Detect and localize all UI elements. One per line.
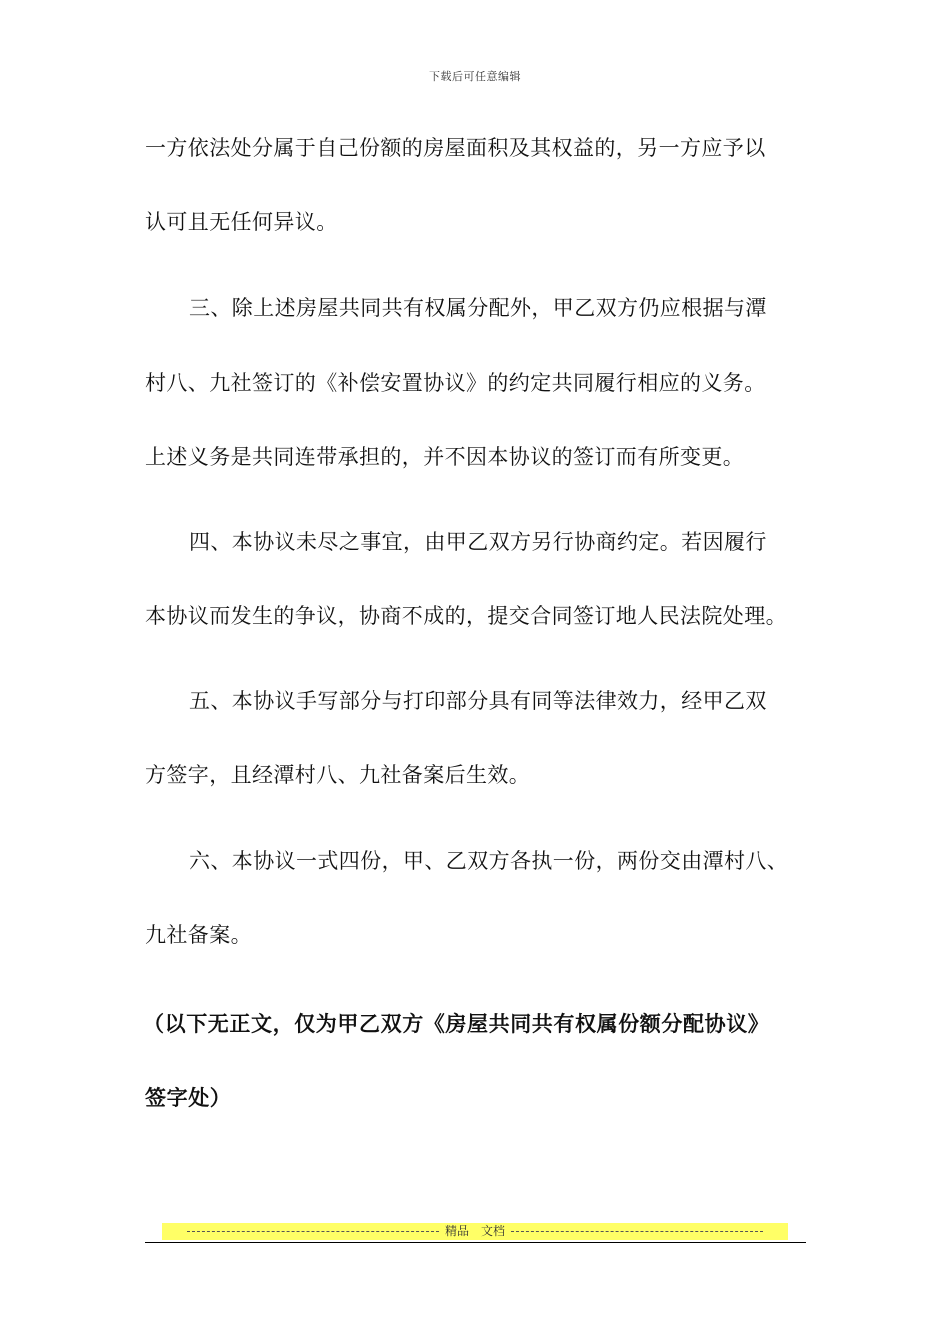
paragraph-line: 认可且无任何异议。 — [145, 210, 338, 234]
footer-highlight-bar — [162, 1223, 788, 1240]
clause-six-line: 六、本协议一式四份，甲、乙双方各执一份，两份交由潭村八、 — [189, 849, 789, 873]
clause-four-line: 四、本协议未尽之事宜，由甲乙双方另行协商约定。若因履行 — [189, 530, 767, 554]
paragraph-line: 上述义务是共同连带承担的，并不因本协议的签订而有所变更。 — [145, 445, 745, 469]
page-header: 下载后可任意编辑 — [429, 70, 521, 83]
footer-label: 精品 文档 — [444, 1224, 505, 1238]
paragraph-line: 本协议而发生的争议，协商不成的，提交合同签订地人民法院处理。 — [145, 604, 787, 628]
paragraph-line: 村八、九社签订的《补偿安置协议》的约定共同履行相应的义务。 — [145, 371, 766, 395]
footer-dash-left — [187, 1231, 439, 1233]
footer-dash-right — [511, 1231, 763, 1233]
clause-five-line: 五、本协议手写部分与打印部分具有同等法律效力，经甲乙双 — [189, 689, 767, 713]
closing-note-line: （以下无正文，仅为甲乙双方《房屋共同共有权属份额分配协议》 — [143, 1012, 770, 1036]
paragraph-line: 方签字，且经潭村八、九社备案后生效。 — [145, 763, 531, 787]
paragraph-line: 一方依法处分属于自己份额的房屋面积及其权益的，另一方应予以 — [145, 136, 766, 160]
footer-rule — [145, 1242, 806, 1243]
closing-note-line: 签字处） — [145, 1086, 232, 1110]
clause-three-line: 三、除上述房屋共同共有权属分配外，甲乙双方仍应根据与潭 — [189, 296, 767, 320]
paragraph-line: 九社备案。 — [145, 923, 252, 947]
